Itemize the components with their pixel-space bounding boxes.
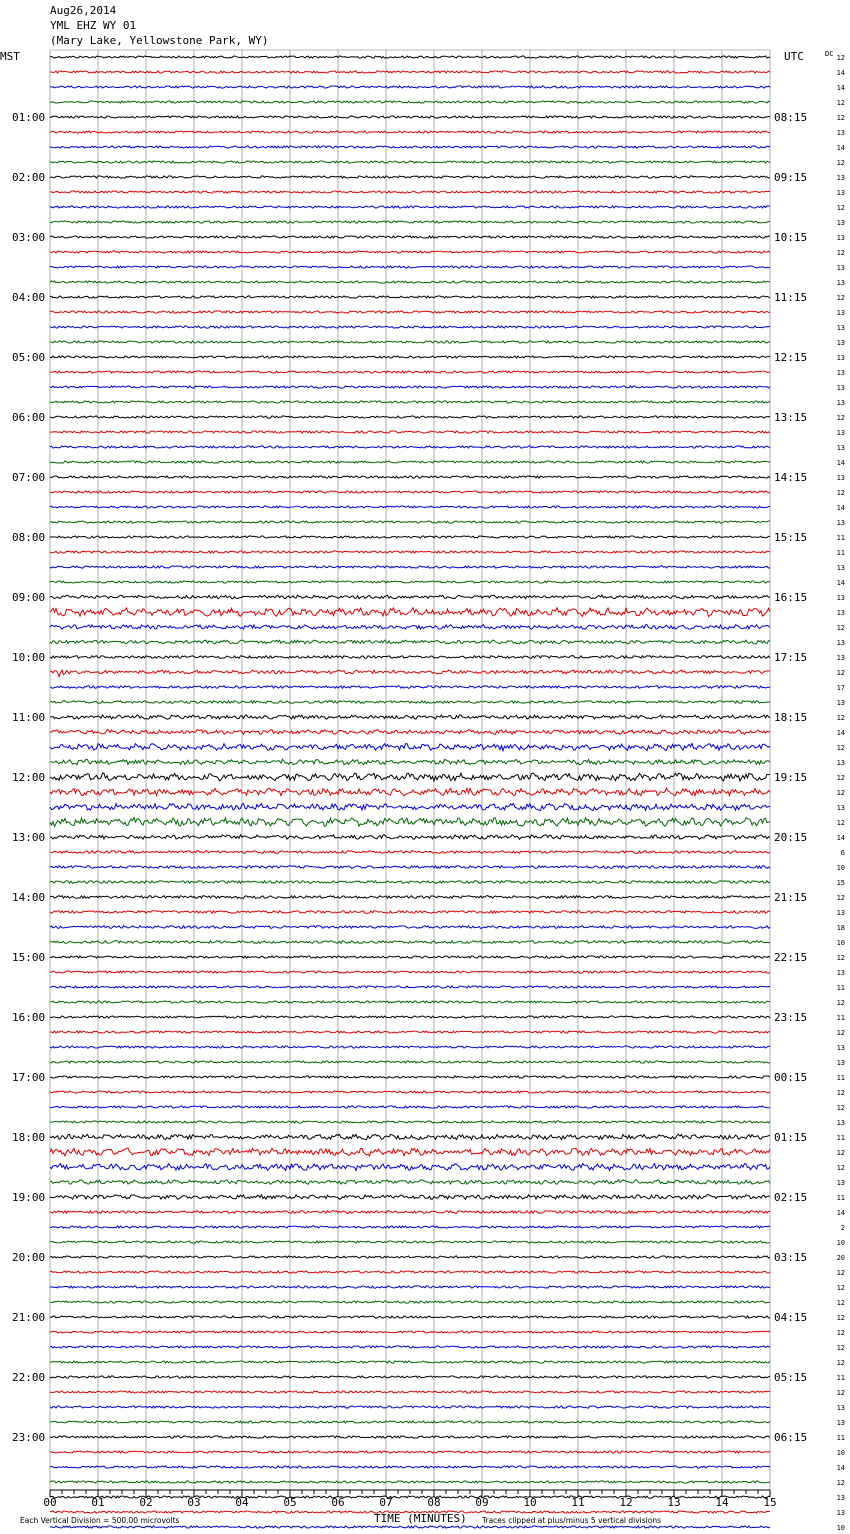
dc-offset-label: 13	[836, 654, 845, 662]
trace-line	[50, 1361, 770, 1363]
utc-hour-label: 09:15	[774, 171, 808, 184]
trace-line	[50, 1346, 770, 1348]
trace-line	[50, 1316, 770, 1318]
plot-date: Aug26,2014	[50, 4, 117, 17]
dc-offset-label: 12	[836, 744, 845, 752]
mst-hour-label: 12:00	[12, 771, 46, 784]
trace-line	[50, 818, 770, 827]
dc-offset-label: 12	[836, 624, 845, 632]
trace-line	[50, 773, 770, 781]
scale-note: Each Vertical Division = 500.00 microvolts	[20, 1516, 180, 1525]
dc-offset-label: 11	[836, 1374, 845, 1382]
utc-hour-label: 19:15	[774, 771, 808, 784]
dc-offset-label: 12	[836, 1089, 845, 1097]
utc-hour-label: 16:15	[774, 591, 808, 604]
trace-line	[50, 1106, 770, 1108]
dc-offset-label: 12	[836, 1164, 845, 1172]
utc-hour-label: 15:15	[774, 531, 808, 544]
dc-offset-label: 12	[836, 1269, 845, 1277]
trace-line	[50, 656, 770, 659]
dc-offset-label: 12	[836, 819, 845, 827]
trace-line	[50, 581, 770, 583]
dc-offset-label: 13	[836, 1494, 845, 1502]
dc-offset-label: 14	[836, 1464, 845, 1472]
dc-offset-label: 10	[836, 1239, 845, 1247]
trace-line	[50, 221, 770, 223]
trace-line	[50, 236, 770, 238]
x-tick-label: 07	[379, 1496, 393, 1509]
trace-line	[50, 176, 770, 178]
utc-hour-label: 06:15	[774, 1431, 808, 1444]
dc-offset-label: 10	[836, 1524, 845, 1532]
trace-line	[50, 1271, 770, 1273]
dc-offset-label: 14	[836, 729, 845, 737]
trace-line	[50, 326, 770, 328]
dc-offset-label: 13	[836, 1509, 845, 1517]
dc-offset-label: 12	[836, 1299, 845, 1307]
dc-offset-label: 14	[836, 504, 845, 512]
utc-hour-label: 17:15	[774, 651, 808, 664]
trace-line	[50, 161, 770, 163]
utc-hour-label: 18:15	[774, 711, 808, 724]
utc-hour-label: 20:15	[774, 831, 808, 844]
dc-offset-label: 14	[836, 834, 845, 842]
dc-offset-label: 13	[836, 369, 845, 377]
utc-hour-label: 13:15	[774, 411, 808, 424]
x-tick-label: 11	[571, 1496, 585, 1509]
trace-line	[50, 1061, 770, 1063]
trace-line	[50, 386, 770, 388]
utc-hour-label: 10:15	[774, 231, 808, 244]
trace-line	[50, 1331, 770, 1333]
dc-offset-label: 17	[836, 684, 845, 692]
dc-offset-label: 2	[840, 1224, 845, 1232]
trace-line	[50, 1046, 770, 1048]
trace-line	[50, 1436, 770, 1438]
dc-offset-label: 13	[836, 909, 845, 917]
dc-offset-label: 15	[836, 879, 845, 887]
trace-line	[50, 206, 770, 208]
trace-line	[50, 881, 770, 884]
trace-line	[50, 835, 770, 840]
mst-hour-label: 10:00	[12, 651, 46, 664]
trace-line	[50, 1391, 770, 1393]
trace-line	[50, 971, 770, 973]
dc-offset-label: 11	[836, 1134, 845, 1142]
mst-hour-label: 17:00	[12, 1071, 46, 1084]
dc-offset-label: 12	[836, 774, 845, 782]
trace-line	[50, 1376, 770, 1378]
dc-offset-label: 12	[836, 1104, 845, 1112]
trace-line	[50, 803, 770, 810]
dc-offset-label: 13	[836, 174, 845, 182]
utc-hour-label: 02:15	[774, 1191, 808, 1204]
dc-offset-label: 12	[836, 249, 845, 257]
trace-line	[50, 431, 770, 433]
trace-line	[50, 625, 770, 630]
mst-hour-label: 15:00	[12, 951, 46, 964]
dc-offset-label: 13	[836, 564, 845, 572]
dc-offset-label: 13	[836, 699, 845, 707]
dc-offset-label: 12	[836, 954, 845, 962]
clip-note: Traces clipped at plus/minus 5 vertical divisions	[482, 1516, 662, 1525]
mst-hour-label: 03:00	[12, 231, 46, 244]
dc-offset-label: 12	[836, 789, 845, 797]
dc-offset-label: 14	[836, 459, 845, 467]
dc-offset-label: 12	[836, 669, 845, 677]
trace-line	[50, 416, 770, 418]
trace-line	[50, 851, 770, 854]
dc-offset-label: 13	[836, 804, 845, 812]
trace-line	[50, 1286, 770, 1288]
x-tick-label: 03	[187, 1496, 201, 1509]
dc-offset-label: 13	[836, 309, 845, 317]
trace-line	[50, 191, 770, 193]
trace-line	[50, 595, 770, 599]
dc-offset-label: 13	[836, 1059, 845, 1067]
dc-offset-label: 14	[836, 1209, 845, 1217]
mst-hour-label: 13:00	[12, 831, 46, 844]
dc-offset-label: 12	[836, 1284, 845, 1292]
trace-line	[50, 743, 770, 750]
trace-line	[50, 476, 770, 478]
x-tick-label: 13	[667, 1496, 681, 1509]
dc-offset-label: 11	[836, 1194, 845, 1202]
dc-offset-label: 13	[836, 594, 845, 602]
trace-line	[50, 131, 770, 133]
utc-label: UTC	[784, 50, 804, 63]
mst-hour-label: 19:00	[12, 1191, 46, 1204]
x-tick-label: 06	[331, 1496, 345, 1509]
dc-offset-label: 20	[836, 1254, 845, 1262]
utc-hour-label: 23:15	[774, 1011, 808, 1024]
hour-labels	[12, 54, 845, 1534]
dc-offset-label: 12	[836, 999, 845, 1007]
dc-offset-label: 12	[836, 99, 845, 107]
dc-offset-label: 12	[836, 114, 845, 122]
x-tick-label: 14	[715, 1496, 729, 1509]
trace-line	[50, 1241, 770, 1243]
trace-line	[50, 1121, 770, 1123]
mst-hour-label: 23:00	[12, 1431, 46, 1444]
mst-hour-label: 11:00	[12, 711, 46, 724]
utc-hour-label: 03:15	[774, 1251, 808, 1264]
trace-line	[50, 1195, 770, 1200]
trace-line	[50, 551, 770, 553]
dc-offset-label: 12	[836, 489, 845, 497]
mst-label: MST	[0, 50, 20, 63]
trace-line	[50, 730, 770, 735]
dc-offset-label: 13	[836, 1044, 845, 1052]
trace-line	[50, 86, 770, 88]
trace-line	[50, 1406, 770, 1408]
dc-offset-label: 12	[836, 1389, 845, 1397]
trace-line	[50, 1031, 770, 1033]
dc-offset-label: 13	[836, 384, 845, 392]
x-axis-title: TIME (MINUTES)	[374, 1512, 467, 1525]
dc-offset-label: 13	[836, 429, 845, 437]
trace-line	[50, 506, 770, 508]
dc-offset-label: 14	[836, 84, 845, 92]
seismic-traces	[50, 56, 770, 1534]
x-tick-label: 15	[763, 1496, 777, 1509]
trace-line	[50, 56, 770, 58]
trace-line	[50, 1421, 770, 1423]
dc-offset-label: 12	[836, 414, 845, 422]
trace-line	[50, 116, 770, 118]
dc-offset-label: 13	[836, 339, 845, 347]
dc-offset-label: 13	[836, 1119, 845, 1127]
mst-hour-label: 21:00	[12, 1311, 46, 1324]
trace-line	[50, 281, 770, 283]
dc-offset-label: 12	[836, 1329, 845, 1337]
dc-offset-label: 11	[836, 984, 845, 992]
trace-line	[50, 670, 770, 677]
mst-hour-label: 09:00	[12, 591, 46, 604]
trace-line	[50, 1180, 770, 1184]
dc-offset-label: 13	[836, 1404, 845, 1412]
trace-line	[50, 640, 770, 644]
trace-line	[50, 941, 770, 944]
trace-line	[50, 371, 770, 373]
trace-line	[50, 1301, 770, 1303]
trace-line	[50, 311, 770, 313]
mst-hour-label: 06:00	[12, 411, 46, 424]
dc-offset-label: 11	[836, 1434, 845, 1442]
trace-line	[50, 686, 770, 689]
utc-hour-label: 00:15	[774, 1071, 808, 1084]
trace-line	[50, 701, 770, 704]
utc-hour-label: 08:15	[774, 111, 808, 124]
dc-offset-label: 12	[836, 1029, 845, 1037]
x-tick-label: 02	[139, 1496, 153, 1509]
dc-offset-label: 13	[836, 129, 845, 137]
mst-hour-label: 05:00	[12, 351, 46, 364]
x-tick-label: 09	[475, 1496, 489, 1509]
dc-offset-label: 12	[836, 159, 845, 167]
station-location: (Mary Lake, Yellowstone Park, WY)	[50, 34, 269, 47]
time-axis	[43, 1490, 776, 1509]
dc-offset-label: 13	[836, 234, 845, 242]
trace-line	[50, 1148, 770, 1156]
dc-offset-label: 13	[836, 609, 845, 617]
mst-hour-label: 07:00	[12, 471, 46, 484]
trace-line	[50, 896, 770, 899]
dc-offset-label: 12	[836, 54, 845, 62]
trace-line	[50, 1091, 770, 1093]
dc-offset-label: 12	[836, 1479, 845, 1487]
x-tick-label: 00	[43, 1496, 57, 1509]
utc-hour-label: 05:15	[774, 1371, 808, 1384]
x-tick-label: 05	[283, 1496, 297, 1509]
station-code: YML EHZ WY 01	[50, 19, 137, 32]
dc-offset-label: 13	[836, 519, 845, 527]
trace-line	[50, 71, 770, 73]
dc-offset-label: 6	[840, 849, 845, 857]
dc-offset-label: 13	[836, 219, 845, 227]
dc-offset-label: 14	[836, 69, 845, 77]
trace-line	[50, 446, 770, 448]
mst-hour-label: 04:00	[12, 291, 46, 304]
mst-hour-label: 18:00	[12, 1131, 46, 1144]
trace-line	[50, 251, 770, 253]
dc-offset-label: 13	[836, 189, 845, 197]
trace-line	[50, 986, 770, 988]
trace-line	[50, 1164, 770, 1171]
trace-line	[50, 101, 770, 103]
trace-line	[50, 1211, 770, 1214]
mst-hour-label: 08:00	[12, 531, 46, 544]
x-tick-label: 12	[619, 1496, 633, 1509]
utc-hour-label: 11:15	[774, 291, 808, 304]
x-tick-label: 08	[427, 1496, 441, 1509]
mst-hour-label: 22:00	[12, 1371, 46, 1384]
dc-offset-label: 13	[836, 1179, 845, 1187]
trace-line	[50, 491, 770, 493]
trace-line	[50, 566, 770, 568]
trace-line	[50, 1226, 770, 1228]
trace-line	[50, 521, 770, 523]
x-tick-label: 04	[235, 1496, 249, 1509]
trace-line	[50, 956, 770, 958]
dc-offset-label: 13	[836, 1419, 845, 1427]
utc-hour-label: 14:15	[774, 471, 808, 484]
trace-line	[50, 401, 770, 403]
dc-offset-label: 13	[836, 279, 845, 287]
trace-line	[50, 461, 770, 463]
trace-line	[50, 1466, 770, 1468]
dc-offset-label: 12	[836, 1314, 845, 1322]
dc-offset-label: 13	[836, 474, 845, 482]
dc-offset-label: 12	[836, 714, 845, 722]
x-tick-label: 10	[523, 1496, 537, 1509]
trace-line	[50, 356, 770, 358]
trace-line	[50, 1496, 770, 1498]
mst-hour-label: 01:00	[12, 111, 46, 124]
dc-offset-label: 10	[836, 939, 845, 947]
trace-line	[50, 788, 770, 796]
dc-offset-label: 11	[836, 1014, 845, 1022]
dc-offset-label: 13	[836, 444, 845, 452]
utc-hour-label: 01:15	[774, 1131, 808, 1144]
trace-line	[50, 296, 770, 298]
trace-line	[50, 266, 770, 268]
dc-offset-label: 12	[836, 1344, 845, 1352]
utc-hour-label: 12:15	[774, 351, 808, 364]
trace-line	[50, 866, 770, 869]
trace-line	[50, 911, 770, 914]
trace-line	[50, 341, 770, 343]
trace-line	[50, 715, 770, 719]
trace-line	[50, 146, 770, 148]
dc-offset-label: 10	[836, 1449, 845, 1457]
utc-hour-label: 04:15	[774, 1311, 808, 1324]
mst-hour-label: 02:00	[12, 171, 46, 184]
utc-hour-label: 22:15	[774, 951, 808, 964]
trace-line	[50, 1451, 770, 1453]
dc-offset-label: 11	[836, 534, 845, 542]
mst-hour-label: 14:00	[12, 891, 46, 904]
trace-line	[50, 1481, 770, 1483]
trace-line	[50, 536, 770, 538]
dc-offset-label: 18	[836, 924, 845, 932]
dc-offset-label: 13	[836, 759, 845, 767]
trace-line	[50, 1001, 770, 1003]
trace-line	[50, 1016, 770, 1018]
mst-hour-label: 20:00	[12, 1251, 46, 1264]
x-tick-label: 01	[91, 1496, 105, 1509]
trace-line	[50, 1076, 770, 1078]
dc-offset-label: 12	[836, 294, 845, 302]
dc-offset-label: 13	[836, 324, 845, 332]
dc-offset-label: 12	[836, 1149, 845, 1157]
trace-line	[50, 1256, 770, 1258]
trace-line	[50, 608, 770, 617]
dc-offset-label: 12	[836, 1359, 845, 1367]
trace-line	[50, 759, 770, 764]
dc-offset-label: 11	[836, 1074, 845, 1082]
dc-offset-label: 10	[836, 864, 845, 872]
dc-offset-label: 14	[836, 144, 845, 152]
trace-line	[50, 1526, 770, 1528]
dc-offset-label: 13	[836, 264, 845, 272]
utc-hour-label: 21:15	[774, 891, 808, 904]
dc-offset-label: 14	[836, 579, 845, 587]
dc-label: DC	[825, 50, 834, 58]
dc-offset-label: 12	[836, 204, 845, 212]
dc-offset-label: 13	[836, 354, 845, 362]
dc-offset-label: 13	[836, 639, 845, 647]
dc-offset-label: 11	[836, 549, 845, 557]
dc-offset-label: 12	[836, 894, 845, 902]
trace-line	[50, 926, 770, 929]
dc-offset-label: 13	[836, 969, 845, 977]
trace-line	[50, 1134, 770, 1139]
mst-hour-label: 16:00	[12, 1011, 46, 1024]
dc-offset-label: 13	[836, 399, 845, 407]
